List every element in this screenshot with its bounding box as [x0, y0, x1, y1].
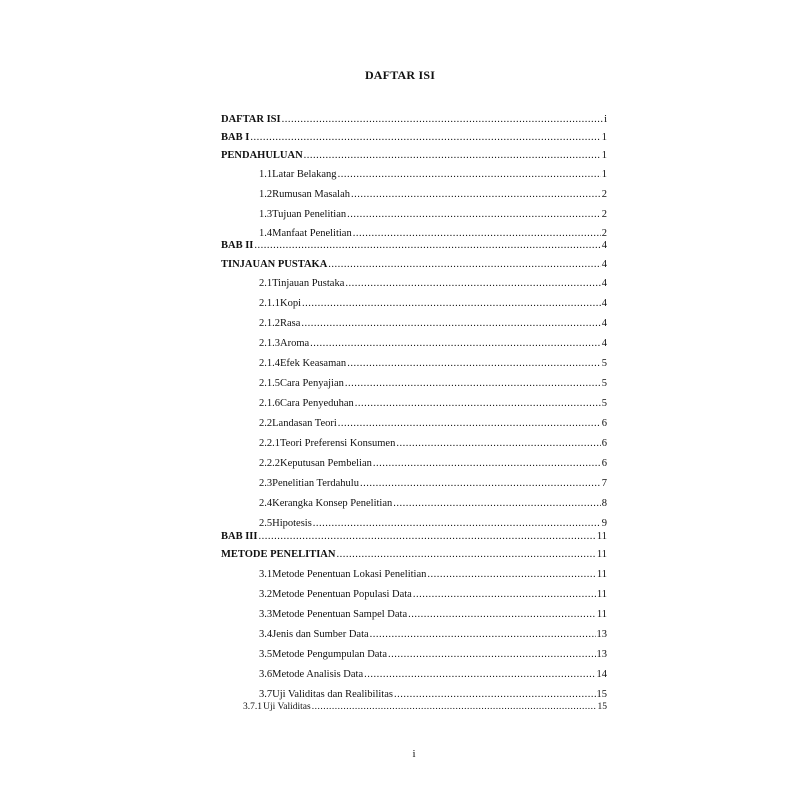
toc-label: Uji Validitas — [263, 702, 311, 712]
toc-page: 11 — [596, 609, 607, 620]
toc-label: Penelitian Terdahulu — [272, 478, 359, 489]
leader-dots — [394, 689, 596, 701]
toc-entry — [259, 278, 607, 290]
toc-number: 2.1.1 — [259, 298, 280, 309]
toc-entry — [259, 418, 607, 430]
toc-entry — [259, 478, 607, 490]
toc-page: 1 — [601, 150, 607, 161]
toc-number: 2.2.1 — [259, 438, 280, 449]
toc-label: Landasan Teori — [272, 418, 337, 429]
toc-number: 1.2 — [259, 189, 273, 200]
toc-label: Aroma — [280, 338, 310, 349]
toc-page: 4 — [601, 338, 607, 349]
toc-entry — [259, 298, 607, 310]
toc-number: 2.3 — [259, 478, 273, 489]
toc-label: Metode Penentuan Lokasi Penelitian — [272, 569, 427, 580]
toc-page: 15 — [596, 689, 607, 700]
leader-dots — [360, 478, 601, 490]
toc-number: 1.1 — [259, 169, 273, 180]
toc-entry — [259, 629, 607, 641]
toc-entry — [259, 169, 607, 181]
toc-number: 3.6 — [259, 669, 273, 680]
toc-entry — [259, 228, 607, 240]
toc-number: 2.4 — [259, 498, 273, 509]
toc-entry — [259, 458, 607, 470]
toc-number: 2.2.2 — [259, 458, 280, 469]
leader-dots — [364, 669, 595, 681]
toc-number: 2.2 — [259, 418, 273, 429]
toc-entry — [259, 209, 607, 221]
toc-label: PENDAHULUAN — [221, 150, 303, 161]
toc-entry — [259, 358, 607, 370]
toc-page: 5 — [601, 378, 607, 389]
toc-entry — [259, 669, 607, 681]
leader-dots — [258, 531, 595, 543]
toc-page: 11 — [596, 531, 607, 542]
toc-page: 14 — [596, 669, 607, 680]
toc-page: 2 — [601, 228, 607, 239]
leader-dots — [408, 609, 596, 621]
toc-page: 5 — [601, 358, 607, 369]
toc-entry — [259, 438, 607, 450]
toc-number: 1.3 — [259, 209, 273, 220]
toc-number: 2.1.2 — [259, 318, 280, 329]
toc-entry — [259, 589, 607, 601]
toc-number: 1.4 — [259, 228, 273, 239]
toc-entry — [221, 132, 607, 144]
toc-page: 6 — [601, 418, 607, 429]
page-number: i — [412, 748, 416, 760]
toc-entry — [259, 498, 607, 510]
toc-page: 4 — [601, 298, 607, 309]
leader-dots — [396, 438, 600, 450]
toc-label: TINJAUAN PUSTAKA — [221, 259, 328, 270]
toc-page: 4 — [601, 259, 607, 270]
toc-label: Tujuan Penelitian — [272, 209, 347, 220]
toc-entry — [221, 259, 607, 271]
page-title: DAFTAR ISI — [364, 68, 436, 82]
toc-entry — [259, 569, 607, 581]
leader-dots — [373, 458, 601, 470]
toc-label: DAFTAR ISI — [221, 114, 281, 125]
toc-label: Rasa — [280, 318, 301, 329]
toc-label: BAB II — [221, 240, 254, 251]
leader-dots — [302, 298, 601, 310]
toc-entry — [259, 318, 607, 330]
toc-page: 4 — [601, 278, 607, 289]
toc-page: 15 — [597, 702, 607, 712]
toc-label: BAB III — [221, 531, 258, 542]
toc-label: Rumusan Masalah — [272, 189, 350, 200]
leader-dots — [338, 418, 601, 430]
toc-entry — [259, 398, 607, 410]
toc-page: 11 — [596, 589, 607, 600]
leader-dots — [310, 338, 601, 350]
toc-page: 2 — [601, 189, 607, 200]
toc-page: 11 — [596, 549, 607, 560]
leader-dots — [328, 259, 600, 271]
toc-entry — [221, 150, 607, 162]
toc-number: 2.1.5 — [259, 378, 280, 389]
toc-label: Efek Keasaman — [280, 358, 347, 369]
toc-label: Tinjauan Pustaka — [272, 278, 345, 289]
toc-page: 9 — [601, 518, 607, 529]
toc-number: 3.1 — [259, 569, 273, 580]
leader-dots — [347, 358, 601, 370]
toc-label: METODE PENELITIAN — [221, 549, 336, 560]
leader-dots — [336, 549, 595, 561]
toc-page: 6 — [601, 438, 607, 449]
toc-number: 3.2 — [259, 589, 273, 600]
toc-entry — [259, 189, 607, 201]
toc-page: 1 — [601, 169, 607, 180]
toc-entry — [259, 649, 607, 661]
toc-label: Metode Penentuan Sampel Data — [272, 609, 408, 620]
leader-dots — [313, 518, 601, 530]
toc-number: 2.1 — [259, 278, 273, 289]
toc-label: Kopi — [280, 298, 301, 309]
toc-entry — [221, 549, 607, 561]
toc-page: 2 — [601, 209, 607, 220]
leader-dots — [355, 398, 601, 410]
toc-number: 3.4 — [259, 629, 273, 640]
toc-page: 5 — [601, 398, 607, 409]
toc-page: 4 — [601, 318, 607, 329]
toc-entry — [259, 609, 607, 621]
toc-page: 13 — [596, 649, 607, 660]
leader-dots — [312, 701, 597, 713]
leader-dots — [282, 114, 603, 126]
toc-entry — [221, 240, 607, 252]
toc-page: 11 — [596, 569, 607, 580]
toc-label: Manfaat Penelitian — [272, 228, 352, 239]
toc-number: 2.5 — [259, 518, 273, 529]
toc-number: 2.1.3 — [259, 338, 280, 349]
toc-entry — [259, 338, 607, 350]
leader-dots — [393, 498, 600, 510]
toc-label: Cara Penyajian — [280, 378, 344, 389]
leader-dots — [345, 278, 600, 290]
toc-number: 2.1.6 — [259, 398, 280, 409]
toc-entry — [259, 518, 607, 530]
toc-page: 7 — [601, 478, 607, 489]
leader-dots — [370, 629, 596, 641]
toc-label: Hipotesis — [272, 518, 312, 529]
leader-dots — [301, 318, 600, 330]
leader-dots — [338, 169, 601, 181]
toc-page: i — [604, 114, 607, 125]
toc-page: 6 — [601, 458, 607, 469]
leader-dots — [304, 150, 601, 162]
toc-page: 4 — [601, 240, 607, 251]
leader-dots — [388, 649, 595, 661]
toc-label: Metode Analisis Data — [272, 669, 364, 680]
toc-label: BAB I — [221, 132, 250, 143]
leader-dots — [413, 589, 596, 601]
toc-number: 2.1.4 — [259, 358, 280, 369]
leader-dots — [345, 378, 601, 390]
toc-entry — [221, 531, 607, 543]
leader-dots — [351, 189, 601, 201]
toc-number: 3.7.1 — [243, 702, 262, 712]
toc-number: 3.3 — [259, 609, 273, 620]
toc-label: Metode Pengumpulan Data — [272, 649, 388, 660]
toc-number: 3.5 — [259, 649, 273, 660]
toc-label: Keputusan Pembelian — [280, 458, 372, 469]
toc-label: Kerangka Konsep Penelitian — [272, 498, 393, 509]
toc-label: Uji Validitas dan Realibilitas — [272, 689, 393, 700]
leader-dots — [427, 569, 595, 581]
toc-label: Latar Belakang — [272, 169, 337, 180]
leader-dots — [254, 240, 600, 252]
toc-label: Metode Penentuan Populasi Data — [272, 589, 412, 600]
leader-dots — [353, 228, 601, 240]
toc-label: Teori Preferensi Konsumen — [280, 438, 396, 449]
toc-entry — [259, 689, 607, 701]
toc-page: 13 — [596, 629, 607, 640]
toc-number: 3.7 — [259, 689, 273, 700]
toc-page: 8 — [601, 498, 607, 509]
toc-entry — [259, 378, 607, 390]
leader-dots — [250, 132, 600, 144]
toc-page: 1 — [601, 132, 607, 143]
toc-entry — [221, 114, 607, 126]
toc-label: Jenis dan Sumber Data — [272, 629, 369, 640]
toc-label: Cara Penyeduhan — [280, 398, 354, 409]
leader-dots — [347, 209, 601, 221]
toc-entry — [243, 701, 607, 713]
